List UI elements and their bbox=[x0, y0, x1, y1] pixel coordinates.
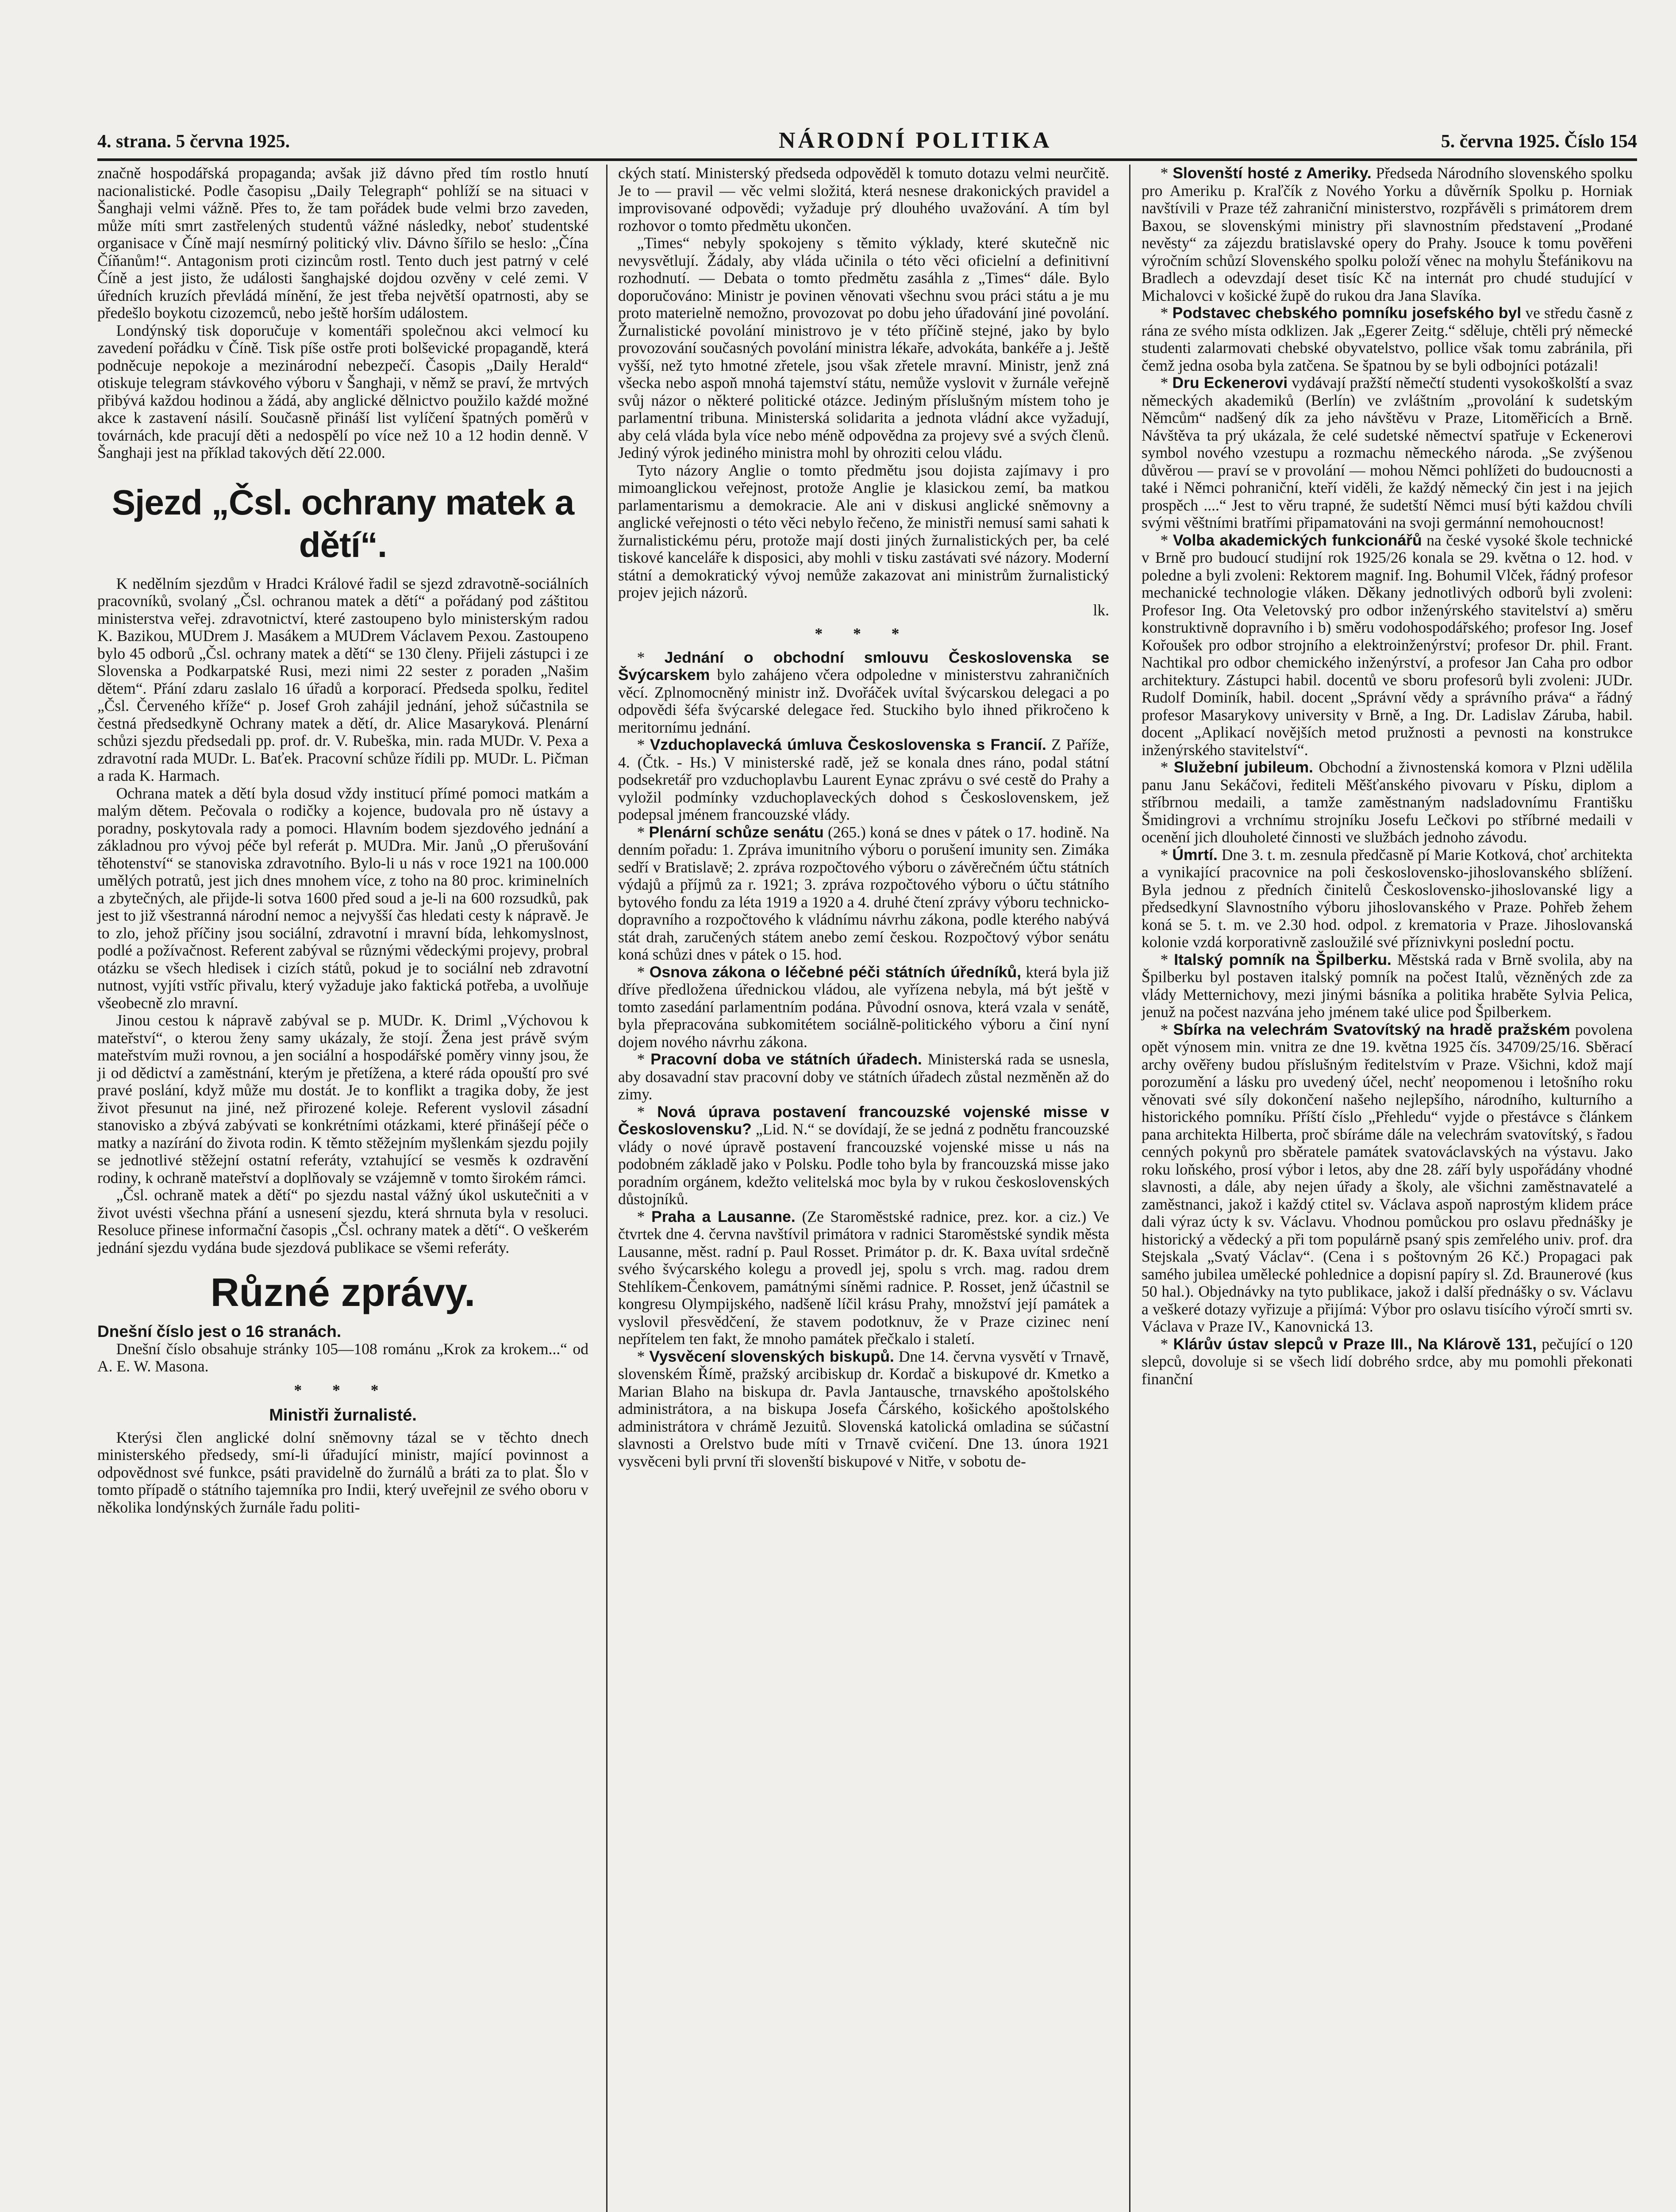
article-paragraph: značně hospodářská propaganda; avšak již dávno před tím rostlo hnutí nacionalistické. Podle časopisu „Daily Telegraph“ pohlíží se na situaci v Šanghaji velmi vážně. Přes to, že tam pořádek bude velmi brzo zaveden, může míti smrt zastřelených studentů vážné následky, neboť studentské organisace v Číně mají nesmírný politický vliv. Dávno šířilo se heslo: „Čína Číňanům!“. Antagonism proti cizincům rostl. Tento duch jest patrný v celé Číně a jest jisto, že události šanghajské dojdou ozvěny v celé zemi. V úředních kruzích převládá mínění, že jest třeba největší opatrnosti, aby se předešlo boykotu cizozemců, nebo ještě horším událostem. bbox=[97, 164, 588, 322]
author-signature: lk. bbox=[1093, 601, 1109, 619]
article-paragraph: ckých statí. Ministerský předseda odpověděl k tomuto dotazu velmi neurčitě. Je to — pravil — věc velmi složitá, která nesnese drakonických pravidel a improvisované odpovědi; vyžaduje prý dlouhého uvažování. A tím byl rozhovor o tomto předmětu ukončen. bbox=[618, 164, 1109, 234]
header-date-right: 5. června 1925. Číslo 154 bbox=[1441, 131, 1637, 152]
news-item: * Osnova zákona o léčebné péči státních úředníků, která byla již dříve předložena úřednickou vládou, ale vyřízena nebyla, má být ještě v tomto zasedání parlamentním podána. Původní osnova, která vzala v senátě, byla přepracována subkomitétem sociálně-politického výboru a činí nyní dojem nového návrhu zákona. bbox=[618, 963, 1109, 1051]
article-paragraph: Londýnský tisk doporučuje v komentáři společnou akci velmocí ku zavedení pořádku v Číně. Tisk píše ostře proti bolševické propagandě, která podněcuje nepokoje a mezinárodní nebezpečí. Časopis „Daily Herald“ otiskuje telegram stávkového výboru v Šanghaji, v němž se praví, že mrtvých přibývá každou hodinou a žádá, aby anglické dělnictvo použilo každé možné akce k zastavení násilí. Současně přináší list vylíčení špatných poměrů v továrnách, kde pracují děti a nedospělí po více než 10 a 12 hodin denně. V Šanghaji jest na příklad takových dětí 22.000. bbox=[97, 321, 588, 461]
news-item: * Pracovní doba ve státních úřadech. Ministerská rada se usnesla, aby dosavadní stav pracovní doby ve státních úřadech zůstal nezměněn až do zimy. bbox=[618, 1050, 1109, 1103]
news-item: * Vzduchoplavecká úmluva Československa s Francií. Z Paříže, 4. (Čtk. - Hs.) V ministerské radě, jež se konala dnes ráno, podal státní podsekretář pro vzduchoplavbu Laurent Eynac zprávu o své cestě do Prahy a vyložil podmínky vzduchoplaveckých dohod s Československem, jež podepsal jménem francouzské vlády. bbox=[618, 736, 1110, 823]
news-item: * Sbírka na velechrám Svatovítský na hradě pražském povolena opět výnosem min. vnitra ze dne 19. května 1925 čís. 34709/25/16. Sběrací archy ověřeny budou příslušným ředitelstvím v Praze. Všichni, kdož mají porozumění a lásku pro uvedený účel, nechť neopomenou i letošního roku věnovati své síly dokončení našeho nejlepšího, národního, kulturního a historického pomníku. Příští číslo „Přehledu“ vyjde o přestávce s článkem pana architekta Hilberta, proč sbíráme dále na velechrám svatovítský, s řadou cenných pokynů pro sběratele památek svatováclavských na výstavu. Jako roku loňského, prosí výbor i letos, aby dne 28. září byly uspořádány vhodné slavnosti, a dále, aby nejen úřady a školy, ale všichni zaměstnavatelé a zaměstnanci, jakož i každý ctitel sv. Václava aspoň naprostým klidem práce dali výraz úcty k sv. Václavu. Vhodnou pomůckou pro oslavu přednášky je historický a vědecký a při tom populárně psaný spis zemřelého univ. prof. dra Stejskala „Svatý Václav“. (Cena i s poštovným 26 Kč.) Propagaci pak samého jubilea umělecké pohlednice a dopisní papíry sl. Zd. Braunerové (kus 50 hal.). Objednávky na tyto publikace, jakož i další přednášky o sv. Václavu a veškeré dotazy vyřizuje a přijímá: Výbor pro oslavu tisícího výročí smrti sv. Václava v Praze IV., Kanovnická 13. bbox=[1142, 1020, 1633, 1335]
article-paragraph: „Times“ nebyly spokojeny s těmito výklady, které skutečně nic nevysvětlují. Žádaly, aby vláda učinila o této věci oficielní a definitivní rozhodnutí. — Debata o tomto předmětu zasáhla z „Times“ dále. Bylo doporučováno: Ministr je povinen věnovati všechnu svou práci státu a je mu proto materielně nemožno, provozovat po dobu jeho úřadování jiné povolání. Žurnalistické povolání ministrovo je v této příčině stejné, jako by bylo provozování současných povolání ministra lékaře, advokáta, bankéře a j. Ještě vyšší, než tyto hmotné zřetele, jsou však zřetele mravní. Ministr, jenž zná všecka nebo aspoň mnohá tajemství státu, nemůže vyslovit v žurnále veřejně svůj názor o některé politické otázce. Jediným příslušným místem toho je parlamentní tribuna. Ministerská solidarita a jednota vládní akce vyžadují, aby celá vláda byla více nebo méně odpovědna za projevy své a svých členů. Jediný výrok jediného ministra mohl by ohroziti celou vládu. bbox=[618, 234, 1109, 461]
section-title-ruzne-zpravy: Různé zprávy. bbox=[210, 1271, 476, 1315]
item-title: Ministři žurnalisté. bbox=[269, 1406, 417, 1425]
separator-stars: * * * bbox=[294, 1381, 392, 1399]
column-rule bbox=[606, 165, 607, 2212]
column-3 bbox=[1142, 165, 1633, 1388]
news-item: * Vysvěcení slovenských biskupů. Dne 14. června vysvětí v Trnavě, slovenském Římě, pražský arcibiskup dr. Kordač a biskupové dr. Kmetko a Marian Blaho na biskupa dr. Pavla Jantausche, trnavského apoštolského administrátora, a na biskupa Josefa Čárského, košického apoštolského administrátora v chrámě Jezuitů. Slovenská katolická omladina se súčastní slavnosti a Orelstvo bude míti v Trnavě cvičení. Dne 13. února 1921 vysvěceni byli první tři slovenští biskupové v Nitře, v sobotu de- bbox=[618, 1347, 1110, 1470]
news-item: * Klárův ústav slepců v Praze III., Na Klárově 131, pečující o 120 slepců, dovoluje si se všech lidí dobrého srdce, aby mu pomohli překonati finanční bbox=[1142, 1335, 1633, 1388]
article-paragraph: „Čsl. ochraně matek a dětí“ po sjezdu nastal vážný úkol uskutečniti a v život uvésti všechna přání a usnesení sjezdu, která shrnuta byla v resoluci. Resoluce přinese informační časopis „Čsl. ochrany matek a dětí“. O veškerém jednání sjezdu vydána bude sjezdová publikace se všemi referáty. bbox=[97, 1186, 588, 1256]
news-item: * Dru Eckenerovi vydávají pražští němečtí studenti vysokoškolští a svaz německých akademiků (Berlín) ve zvláštním „provolání k sudetským Němcům“ nadšený dík za jeho návštěvu v Praze, Litoměřicích a Brně. Návštěva ta prý ukázala, že celé sudetské němectví spatřuje v Eckenerovi symbol nového vzestupu a rozmachu německého národa. „Se zvýšenou důvěrou — praví se v provolání — mohou Němci pohlížeti do budoucnosti a také i Němci pohraniční, kteří viděli, že každý německý čin jest i na jejich prospěch ....“ Jest to věru trapné, že sudetští Němci musí býti každou chvíli svými věštními bratřími připamatováni na svoji germánní nemohoucnost! bbox=[1142, 374, 1633, 531]
article-paragraph: Jinou cestou k nápravě zabýval se p. MUDr. K. Driml „Výchovou k mateřství“, o kterou ženy samy ukázaly, že stojí. Žena jest právě svým mateřstvím muži rovnou, a jen sociální a hospodářské poměry vinny jsou, že ji od dědictví a zaměstnání, kterým je přetížena, a které ráda opouští pro své pravé poslání, když může mu dostát. Je to konflikt a tragika doby, že jest život přesunut na jiné, než přirozené koleje. Referent vyslovil zásadní stanovisko a zbývá zabývati se konkrétními otázkami, které přinášejí péče o matky a nazírání do života rodin. K těmto stěžejním myšlenkám sjezdu pojily se jednotlivé stěžejní ostatní referáty, vztahující se vesměs k ozdravění rodiny, k ochraně mateřství a doplňovaly se vzájemně v tomto širokém rámci. bbox=[97, 1011, 588, 1187]
item-title: Dnešní číslo jest o 16 stranách. bbox=[97, 1322, 342, 1340]
article-paragraph: Ochrana matek a dětí byla dosud vždy institucí přímé pomoci matkám a malým dětem. Pečovala o rodičky a kojence, budovala pro ně ústavy a poradny, poskytovala rady a pomoci. Hlavním bodem sjezdového jednání a základnou pro vývoj péče byl referát p. MUDra. Mir. Janů „O přerušování těhotenství“ se stanoviska zdravotního. Bylo-li u nás v roce 1921 na 100.000 umělých potratů, jest jich dnes mnohem více, z toho na 80 proc. kriminelních a zbytečných, ale přijde-li sotva 1600 před soud a je-li na 600 rozsudků, pak jest to již všestranná národní nemoc a nejvyšší čas hledati cesty k nápravě. Je to zlo, jehož příčiny jsou sociální, zdravotní i mravní bída, lehkomyslnost, podlé a požívačnost. Referent zabýval se různými vědeckými projevy, probral otázku se všech hledisek i cizích států, pokud je to sociální neb zdravotní nutnost, vyjíti vstříc přivalu, který vyžaduje jako faktická potřeba, a uvolňuje všeobecně zlo mravní. bbox=[97, 784, 588, 1012]
article-paragraph: Tyto názory Anglie o tomto předmětu jsou dojista zajímavy i pro mimoanglickou veřejnost, protože Anglie je klasickou zemí, ba matkou parlamentarismu a demokracie. Ale ani v diskusi anglické sněmovny a anglické veřejnosti o této věci nebylo řečeno, že ministři nemusí sami sahati k žurnalistickému péru, protože mají dosti jiných žurnalistických per, ba celé tiskové kanceláře k disposici, aby mohli v tisku zastávati své názory. Moderní státní a demokratický vývoj nemůže zakazovat ani ministrům žurnalistický projev jejich názorů. bbox=[618, 461, 1109, 601]
column-1 bbox=[97, 165, 588, 1516]
page-header bbox=[97, 127, 1637, 161]
news-item: * Plenární schůze senátu (265.) koná se dnes v pátek o 17. hodině. Na denním pořadu: 1. Zpráva imunitního výboru o porušení imunity sen. Zimáka sedří v Bratislavě; 2. zpráva rozpočtového výboru o závěrečném účtu státních výdajů a příjmů za r. 1921; 3. zpráva rozpočtového výboru o účtu státního bytového fondu za léta 1919 a 1920 a 4. druhé čtení zprávy výboru technicko-dopravního a rozpočtového k vládnímu návrhu zákona, podle kterého nabývá stát drah, zaručených státem anebo zemí českou. Rozpočtový výbor senátu koná schůzi dnes v pátek o 15. hod. bbox=[618, 823, 1110, 963]
news-item: * Jednání o obchodní smlouvu Československa se Švýcarskem bylo zahájeno včera odpoledne v ministerstvu zahraničních věcí. Zplnomocněný ministr inž. Dvořáček uvítal švýcarskou delegaci a po odpovědi šéfa švýcarské delegace řed. Stuckiho bylo ihned přikročeno k meritornímu jednání. bbox=[618, 648, 1110, 736]
news-item: * Italský pomník na Špilberku. Městská rada v Brně svolila, aby na Špilberku byl postaven italský pomník na počest Italů, vězněných zde za vlády Metternichovy, mezi jinými básníka a politika hraběte Sylvia Pelica, jenuž na počest nazvána jeho jménem také ulice pod Špilberkem. bbox=[1142, 950, 1633, 1021]
column-rule bbox=[1129, 165, 1130, 2212]
article-paragraph: Kterýsi člen anglické dolní sněmovny tázal se v těchto dnech ministerského předsedy, smí-li úřadující ministr, mající povinnost a odpovědnost své funkce, psáti pravidelně do žurnálů a bráti za to plat. Šlo v tomto případě o státního tajemníka pro Indii, který uveřejnil ze svého oboru v několika londýnských žurnále řadu politi- bbox=[97, 1428, 588, 1516]
article-paragraph: K nedělním sjezdům v Hradci Králové řadil se sjezd zdravotně-sociálních pracovníků, svolaný „Čsl. ochranou matek a dětí“ a pořádaný pod záštitou ministerstva veřej. zdravotnictví, které zastoupeno bylo ministerským radou K. Bazikou, MUDrem J. Masákem a MUDrem Václavem Pexou. Zastoupeno bylo 45 odborů „Čsl. ochrany matek a dětí“ se 130 členy. Přijeli zástupci i ze Slovenska a Podkarpatské Rusi, mezi nimi 22 sester z poraden „Našim dětem“. Přání zdaru zaslalo 16 úřadů a korporací. Předseda spolku, ředitel „Čsl. Červeného kříže“ p. Josef Groh zahájil jednání, jehož súčastnila se čestná předsedkyně Ochrany matek a dětí, dr. Alice Masaryková. Plenární schůzi sjezdu předsedali pp. prof. dr. V. Rubeška, min. rada MUDr. V. Pexa a zdravotní rada MUDr. L. Baťek. Pracovní schůze řídili pp. MUDr. L. Pičman a rada K. Harmach. bbox=[97, 574, 588, 784]
news-item: * Podstavec chebského pomníku josefského byl ve středu časně z rána ze svého místa odklizen. Jak „Egerer Zeitg.“ sděluje, chtěli prý německé studenti zalarmovati chebské obyvatelstvo, pollice však tomu zabránila, při čemž jedna osoba byla zatčena. Se špatnou by se byli odbojníci potázali! bbox=[1142, 304, 1633, 374]
header-date-left: 4. strana. 5 června 1925. bbox=[97, 131, 290, 152]
separator-stars: * * * bbox=[815, 625, 913, 642]
article-paragraph: Dnešní číslo obsahuje stránky 105—108 románu „Krok za krokem...“ od A. E. W. Masona. bbox=[97, 1340, 588, 1375]
news-item: * Slovenští hosté z Ameriky. Předseda Národního slovenského spolku pro Ameriku p. Kraľčík z Nového Yorku a důvěrník Spolku p. Horniak navštívili v Praze též zahraniční ministerstvo, rozpřávěli s primátorem drem Baxou, se slovenskými ministry při slavnostním představení „Prodané nevěsty“ za zájezdu bratislavské opery do Prahy. Jsouce k tomu pověřeni výročním schůzí Slovenského spolku položí věnec na mohylu Štefánikovu na Bradlech a odevzdají deset tisíc Kč na internát pro chudé studující v Michalovci v košické župě do rukou dra Jana Slavíka. bbox=[1142, 164, 1633, 304]
column-2 bbox=[618, 165, 1109, 1470]
masthead-title: NÁRODNÍ POLITIKA bbox=[779, 128, 1052, 153]
news-item: * Úmrtí. Dne 3. t. m. zesnula předčasně pí Marie Kotková, choť architekta a vynikající pracovnice na poli československo-jihoslovanského sblížení. Byla jednou z předních činitelů Československo-jihoslovanské ligy a předsedkyní Slavnostního výboru jihoslovanského v Praze. Pohřeb žehem koná se 5. t. m. ve 2.30 hod. odpol. z krematoria v Praze. Jihoslovanská kolonie vzdá korporativně zasloužilé své příznivkyni poslední poctu. bbox=[1142, 845, 1633, 951]
news-item: * Volba akademických funkcionářů na české vysoké škole technické v Brně pro budoucí studijní rok 1925/26 konala se 29. května o 12. hod. v poledne a byli zvoleni: Rektorem magnif. Ing. Bohumil Vlček, řádný profesor mechanické technologie vláken. Děkany jednotlivých odborů byli zvoleni: Profesor Ing. Ota Veletovský pro odbor inženýrského stavitelství a) směru konstruktivně dopravního i b) směru vodohospodářského; profesor Ing. Josef Kořoušek pro odbor strojního a elektroinženýrství; profesor Dr. phil. Frant. Nachtikal pro odbor chemického inženýrství, a profesor Jan Caha pro odbor architektury. Zástupci habil. docentů ve sboru profesorů byli zvoleni: JUDr. Rudolf Dominík, habil. docent „Správní vědy a správního práva“ a řádný profesor Masarykovy university v Brně, a Ing. Dr. Ladislav Záruba, habil. docent „Aplikací novějších metod pružnosti a pevnosti na konstrukce inženýrského stavitelství“. bbox=[1142, 531, 1633, 759]
news-item: * Nová úprava postavení francouzské vojenské misse v Československu? „Lid. N.“ se dovídají, že se jedná z podnětu francouzské vlády o nové úpravě postavení francouzské vojenské misse u nás na podobném základě jako v Polsku. Podle toho byla by francouzská misse jako poradním orgánem, kdežto velitelská moc byla by v rukou československých důstojníků. bbox=[618, 1102, 1110, 1208]
news-item: * Praha a Lausanne. (Ze Staroměstské radnice, prez. kor. a ciz.) Ve čtvrtek dne 4. června navštívil primátora v radnici Staroměstské syndik města Lausanne, měst. radní p. Paul Rosset. Primátor p. dr. K. Baxa uvítal srdečně svého švýcarského kolegu a provedl jej, spolu s vrch. mag. radou drem Stehlíkem-Čenkovem, památnými síněmi radnice. P. Rosset, jenž účastnil se kongresu Olympijského, nadšeně líčil krásu Prahy, množství její památek a vyslovil přesvědčení, že stavem podotknuv, že v Praze cizinec není nepřítelem ten fakt, že mnoho památek přečkalo i staletí. bbox=[618, 1207, 1109, 1348]
news-item: * Služební jubileum. Obchodní a živnostenská komora v Plzni udělila panu Janu Sekáčovi, řediteli Měšťanského pivovaru v Písku, diplom a stříbrnou medaili, a tamže zaměstnaným nadsladovnímu Františku Šmidingrovi a vrchnímu strojníku Josefu Lečkovi po stříbrné medaili v ocenění jich dlouholeté činnosti ve službách jednoho závodu. bbox=[1142, 758, 1633, 846]
headline-sjezd: Sjezd „Čsl. ochrany matek a dětí“. bbox=[111, 482, 574, 565]
